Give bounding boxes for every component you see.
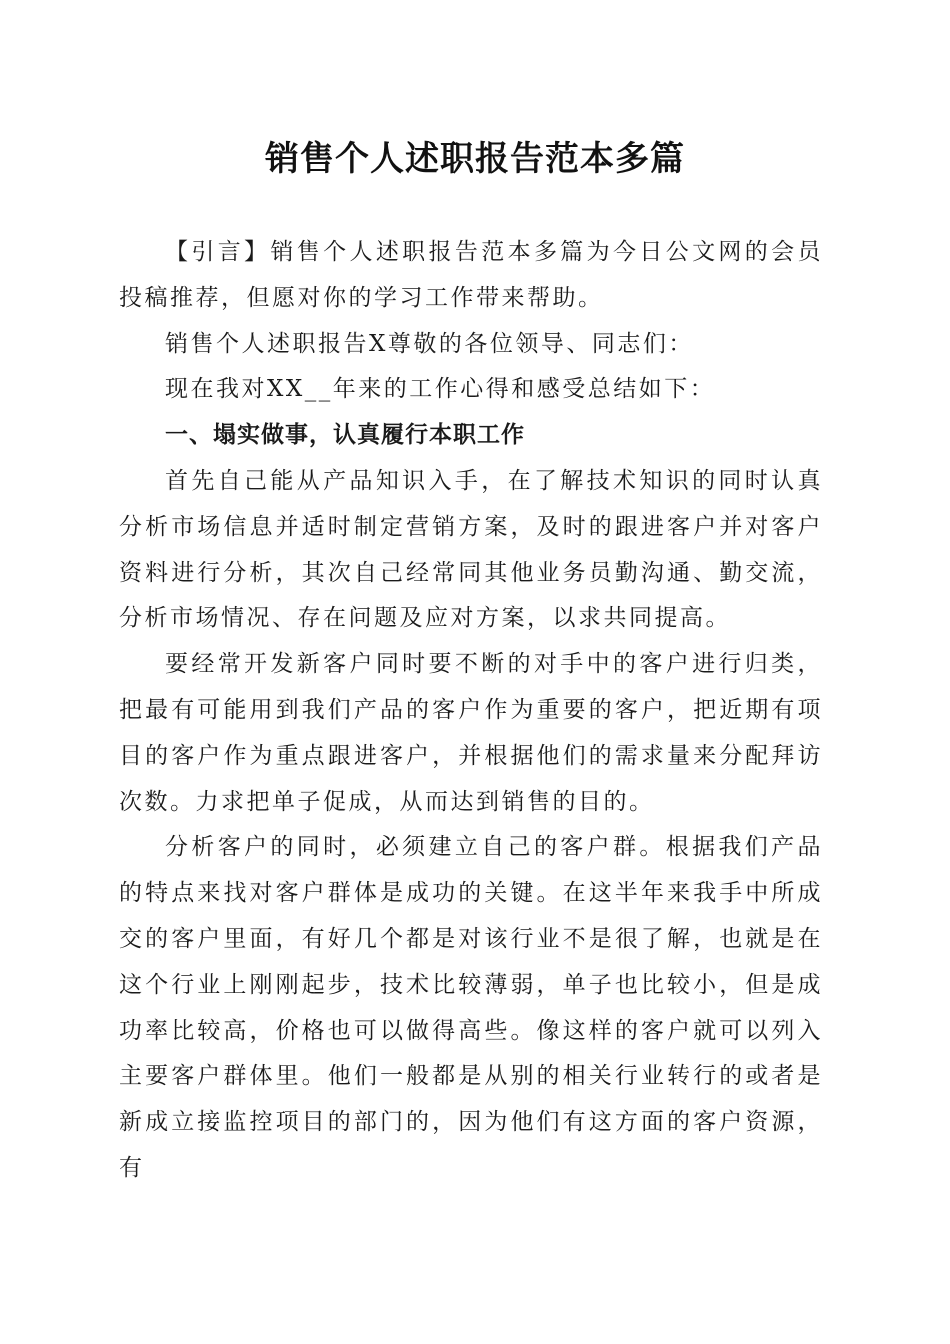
body-paragraph: 分析客户的同时，必须建立自己的客户群。根据我们产品的特点来找对客户群体是成功的关键。在这半年来我手中所成交的客户里面，有好几个都是对该行业不是很了解，也就是在这个行业上刚刚起步，技术比较薄弱，单子也比较小，但是成功率比较高，价格也可以做得高些。像这样的客户就可以列入主要客户群体里。他们一般都是从别的相关行业转行的或者是新成立接监控项目的部门的，因为他们有这方面的客户资源，有 xyxy=(119,834,823,1181)
summary-intro-paragraph: 现在我对XX__年来的工作心得和感受总结如下： xyxy=(165,376,716,403)
body-paragraph: 首先自己能从产品知识入手，在了解技术知识的同时认真分析市场信息并适时制定营销方案，及时的跟进客户并对客户资料进行分析，其次自己经常同其他业务员勤沟通、勤交流，分析市场情况、存在问题及应对方案，以求共同提高。 xyxy=(119,467,823,632)
section-heading: 一、塌实做事，认真履行本职工作 xyxy=(165,422,525,449)
document-body xyxy=(119,230,823,1192)
body-paragraph: 要经常开发新客户同时要不断的对手中的客户进行归类，把最有可能用到我们产品的客户作为重要的客户，把近期有项目的客户作为重点跟进客户，并根据他们的需求量来分配拜访次数。力求把单子促成，从而达到销售的目的。 xyxy=(119,651,823,815)
intro-paragraph: 【引言】销售个人述职报告范本多篇为今日公文网的会员投稿推荐，但愿对你的学习工作带来帮助。 xyxy=(119,239,823,311)
document-title: 销售个人述职报告范本多篇 xyxy=(265,139,685,179)
salutation-paragraph: 销售个人述职报告X尊敬的各位领导、同志们： xyxy=(165,330,694,357)
